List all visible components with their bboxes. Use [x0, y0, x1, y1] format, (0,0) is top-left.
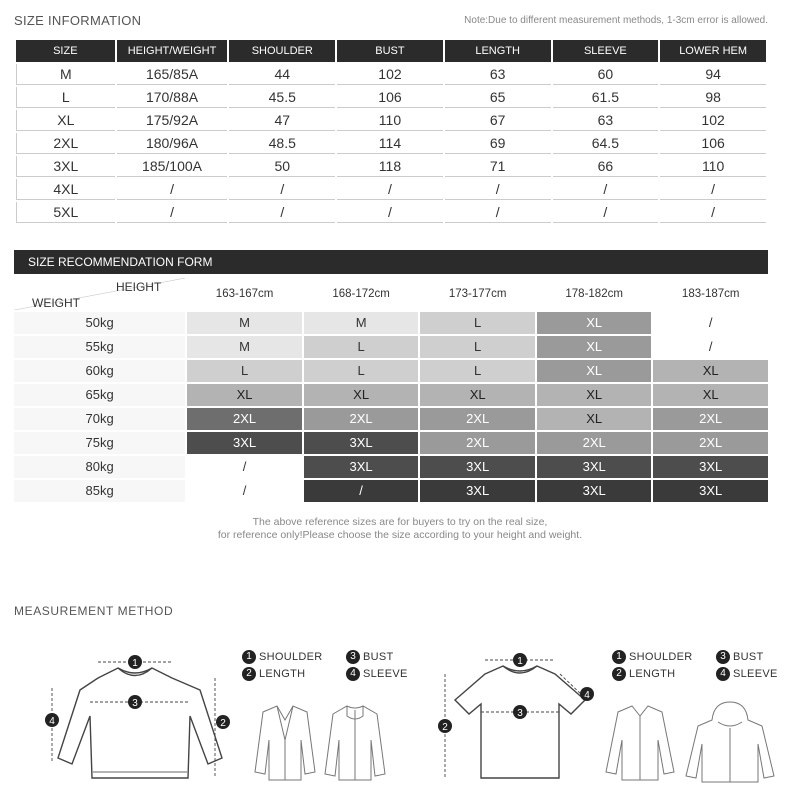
- recommendation-note-line2: for reference only!Please choose the size according to your height and weight.: [217, 529, 583, 541]
- cell: 114: [337, 133, 443, 154]
- recommended-size-cell: XL: [537, 312, 652, 334]
- header-sleeve: SLEEVE: [553, 40, 659, 62]
- tshirt-body-outline: [455, 666, 585, 778]
- measurement-title: MEASUREMENT METHOD: [14, 604, 174, 618]
- height-header: 183-187cm: [681, 288, 740, 300]
- cell: 66: [553, 156, 659, 177]
- recommended-size-cell: 2XL: [420, 432, 535, 454]
- cell: 106: [660, 133, 766, 154]
- cell: 2XL: [16, 133, 115, 154]
- recommended-size-cell: 3XL: [537, 456, 652, 478]
- recommended-size-cell: 3XL: [187, 432, 302, 454]
- legend-label: SHOULDER: [629, 651, 693, 663]
- recommended-size-cell: XL: [537, 360, 652, 382]
- legend-label: SLEEVE: [733, 668, 778, 680]
- number-badge-icon: 4: [716, 667, 730, 681]
- number-badge-icon: 4: [346, 667, 360, 681]
- recommended-size-cell: XL: [537, 384, 652, 406]
- cell: 71: [445, 156, 551, 177]
- cell: /: [660, 202, 766, 223]
- number-3-label: 3: [517, 708, 523, 719]
- cell: 48.5: [229, 133, 335, 154]
- weight-label: 75kg: [14, 432, 185, 454]
- cell: /: [553, 179, 659, 200]
- number-4-label: 4: [584, 690, 590, 701]
- legend-label: BUST: [363, 651, 394, 663]
- cell: 180/96A: [117, 133, 228, 154]
- recommended-size-cell: 2XL: [420, 408, 535, 430]
- cell: /: [229, 202, 335, 223]
- header-length: LENGTH: [445, 40, 551, 62]
- recommendation-header-row: [14, 278, 768, 310]
- size-info-table: [14, 38, 768, 225]
- height-header: 163-167cm: [215, 288, 274, 300]
- cell: 170/88A: [117, 87, 228, 108]
- cell: 94: [660, 64, 766, 85]
- legend-label: BUST: [733, 651, 764, 663]
- recommended-size-cell: L: [187, 360, 302, 382]
- sleeve-line: [560, 674, 583, 696]
- legend-item-shoulder: [612, 650, 693, 664]
- recommendation-row: [14, 456, 768, 478]
- recommended-size-cell: L: [304, 360, 419, 382]
- recommended-size-cell: L: [420, 336, 535, 358]
- legend-item-sleeve: [346, 667, 408, 681]
- cell: 106: [337, 87, 443, 108]
- size-info-note: Note:Due to different measurement methods, 1-3cm error is allowed.: [464, 15, 768, 26]
- cell: /: [337, 179, 443, 200]
- cell: /: [445, 179, 551, 200]
- recommended-size-cell: 3XL: [420, 456, 535, 478]
- table-row: [16, 202, 766, 223]
- size-info-header-row: [16, 40, 766, 62]
- cell: /: [117, 202, 228, 223]
- recommended-size-cell: 2XL: [653, 408, 768, 430]
- legend-label: LENGTH: [629, 668, 676, 680]
- recommended-size-cell: 2XL: [187, 408, 302, 430]
- tshirt-collar: [503, 666, 537, 673]
- cell: 4XL: [16, 179, 115, 200]
- number-badge-icon: 1: [612, 650, 626, 664]
- recommendation-body: [14, 312, 768, 502]
- cell: 69: [445, 133, 551, 154]
- cell: 50: [229, 156, 335, 177]
- number-1-label: 1: [132, 658, 138, 669]
- number-2-label: 2: [442, 722, 448, 733]
- table-row: [16, 133, 766, 154]
- tshirt-measurement-diagram: [425, 650, 605, 790]
- recommended-size-cell: XL: [304, 384, 419, 406]
- cell: 110: [337, 110, 443, 131]
- header-height-weight: HEIGHT/WEIGHT: [117, 40, 228, 62]
- legend-label: LENGTH: [259, 668, 306, 680]
- header-size: SIZE: [16, 40, 115, 62]
- cell: 67: [445, 110, 551, 131]
- legend-label: SLEEVE: [363, 668, 408, 680]
- cell: /: [553, 202, 659, 223]
- legend-item-length: [612, 667, 675, 681]
- recommended-size-cell: XL: [537, 408, 652, 430]
- recommended-size-cell: 3XL: [653, 456, 768, 478]
- weight-label: 50kg: [14, 312, 185, 334]
- legend-item-bust: [346, 650, 394, 664]
- legend-label: SHOULDER: [259, 651, 323, 663]
- recommended-size-cell: 3XL: [304, 432, 419, 454]
- header-shoulder: SHOULDER: [229, 40, 335, 62]
- height-header: 178-182cm: [565, 288, 623, 300]
- table-row: [16, 110, 766, 131]
- cell: 118: [337, 156, 443, 177]
- cell: M: [16, 64, 115, 85]
- recommended-size-cell: /: [187, 480, 302, 502]
- corner-height-label: HEIGHT: [115, 280, 162, 294]
- recommended-size-cell: 3XL: [653, 480, 768, 502]
- recommended-size-cell: 2XL: [304, 408, 419, 430]
- recommended-size-cell: 3XL: [420, 480, 535, 502]
- cell: 60: [553, 64, 659, 85]
- weight-label: 85kg: [14, 480, 185, 502]
- hoodie-hood: [718, 722, 742, 782]
- table-row: [16, 179, 766, 200]
- recommended-size-cell: /: [187, 456, 302, 478]
- header-bust: BUST: [337, 40, 443, 62]
- cell: 45.5: [229, 87, 335, 108]
- recommended-size-cell: 3XL: [537, 480, 652, 502]
- number-3-label: 3: [132, 698, 138, 709]
- shirt-hoodie-sketches: [600, 700, 785, 785]
- cell: /: [445, 202, 551, 223]
- cell: 63: [445, 64, 551, 85]
- cell: 47: [229, 110, 335, 131]
- recommended-size-cell: XL: [187, 384, 302, 406]
- cell: 63: [553, 110, 659, 131]
- recommended-size-cell: M: [187, 336, 302, 358]
- corner-weight-label: WEIGHT: [32, 296, 80, 310]
- legend-item-length: [242, 667, 305, 681]
- weight-label: 80kg: [14, 456, 185, 478]
- recommended-size-cell: XL: [537, 336, 652, 358]
- recommended-size-cell: M: [187, 312, 302, 334]
- cell: XL: [16, 110, 115, 131]
- cell: 65: [445, 87, 551, 108]
- height-header: 173-177cm: [448, 288, 507, 300]
- recommended-size-cell: L: [420, 360, 535, 382]
- recommended-size-cell: 2XL: [653, 432, 768, 454]
- cell: 64.5: [553, 133, 659, 154]
- cell: /: [660, 179, 766, 200]
- recommendation-row: [14, 360, 768, 382]
- number-2-label: 2: [220, 718, 226, 729]
- recommended-size-cell: /: [304, 480, 419, 502]
- legend-item-bust: [716, 650, 764, 664]
- recommended-size-cell: 2XL: [537, 432, 652, 454]
- recommended-size-cell: L: [420, 312, 535, 334]
- longsleeve-body-outline: [58, 668, 222, 778]
- recommendation-title: SIZE RECOMMENDATION FORM: [14, 250, 768, 274]
- cell: 3XL: [16, 156, 115, 177]
- recommended-size-cell: XL: [420, 384, 535, 406]
- number-badge-icon: 1: [242, 650, 256, 664]
- number-badge-icon: 2: [242, 667, 256, 681]
- height-header: 168-172cm: [332, 288, 390, 300]
- longsleeve-measurement-diagram: [40, 650, 245, 790]
- recommendation-row: [14, 480, 768, 502]
- recommendation-table: [14, 278, 768, 504]
- recommendation-row: [14, 384, 768, 406]
- jacket-sketches: [245, 700, 395, 785]
- size-info-title: SIZE INFORMATION: [14, 13, 142, 28]
- recommendation-row: [14, 408, 768, 430]
- recommendation-row: [14, 312, 768, 334]
- cell: 175/92A: [117, 110, 228, 131]
- longsleeve-collar: [118, 668, 152, 676]
- weight-label: 60kg: [14, 360, 185, 382]
- recommended-size-cell: 3XL: [304, 456, 419, 478]
- recommended-size-cell: M: [304, 312, 419, 334]
- blazer-lapel: [277, 706, 293, 780]
- number-badge-icon: 2: [612, 667, 626, 681]
- cell: 185/100A: [117, 156, 228, 177]
- cell: 61.5: [553, 87, 659, 108]
- cell: 102: [337, 64, 443, 85]
- number-badge-icon: 3: [716, 650, 730, 664]
- recommended-size-cell: /: [653, 336, 768, 358]
- cell: 102: [660, 110, 766, 131]
- recommendation-corner: [14, 278, 185, 310]
- cell: L: [16, 87, 115, 108]
- cell: /: [229, 179, 335, 200]
- zip-jacket-zip: [347, 706, 363, 780]
- recommended-size-cell: L: [304, 336, 419, 358]
- header-lower-hem: LOWER HEM: [660, 40, 766, 62]
- cell: /: [337, 202, 443, 223]
- cell: 5XL: [16, 202, 115, 223]
- cell: 44: [229, 64, 335, 85]
- recommendation-row: [14, 432, 768, 454]
- recommendation-note-line1: The above reference sizes are for buyers to try on the real size,: [252, 516, 548, 528]
- cell: 98: [660, 87, 766, 108]
- recommended-size-cell: XL: [653, 384, 768, 406]
- recommended-size-cell: XL: [653, 360, 768, 382]
- cell: 110: [660, 156, 766, 177]
- recommendation-row: [14, 336, 768, 358]
- number-4-label: 4: [49, 716, 55, 727]
- table-row: [16, 87, 766, 108]
- table-row: [16, 64, 766, 85]
- recommended-size-cell: /: [653, 312, 768, 334]
- weight-label: 70kg: [14, 408, 185, 430]
- number-1-label: 1: [517, 656, 523, 667]
- weight-label: 55kg: [14, 336, 185, 358]
- legend-item-sleeve: [716, 667, 778, 681]
- legend-item-shoulder: [242, 650, 323, 664]
- cell: 165/85A: [117, 64, 228, 85]
- cell: /: [117, 179, 228, 200]
- table-row: [16, 156, 766, 177]
- number-badge-icon: 3: [346, 650, 360, 664]
- weight-label: 65kg: [14, 384, 185, 406]
